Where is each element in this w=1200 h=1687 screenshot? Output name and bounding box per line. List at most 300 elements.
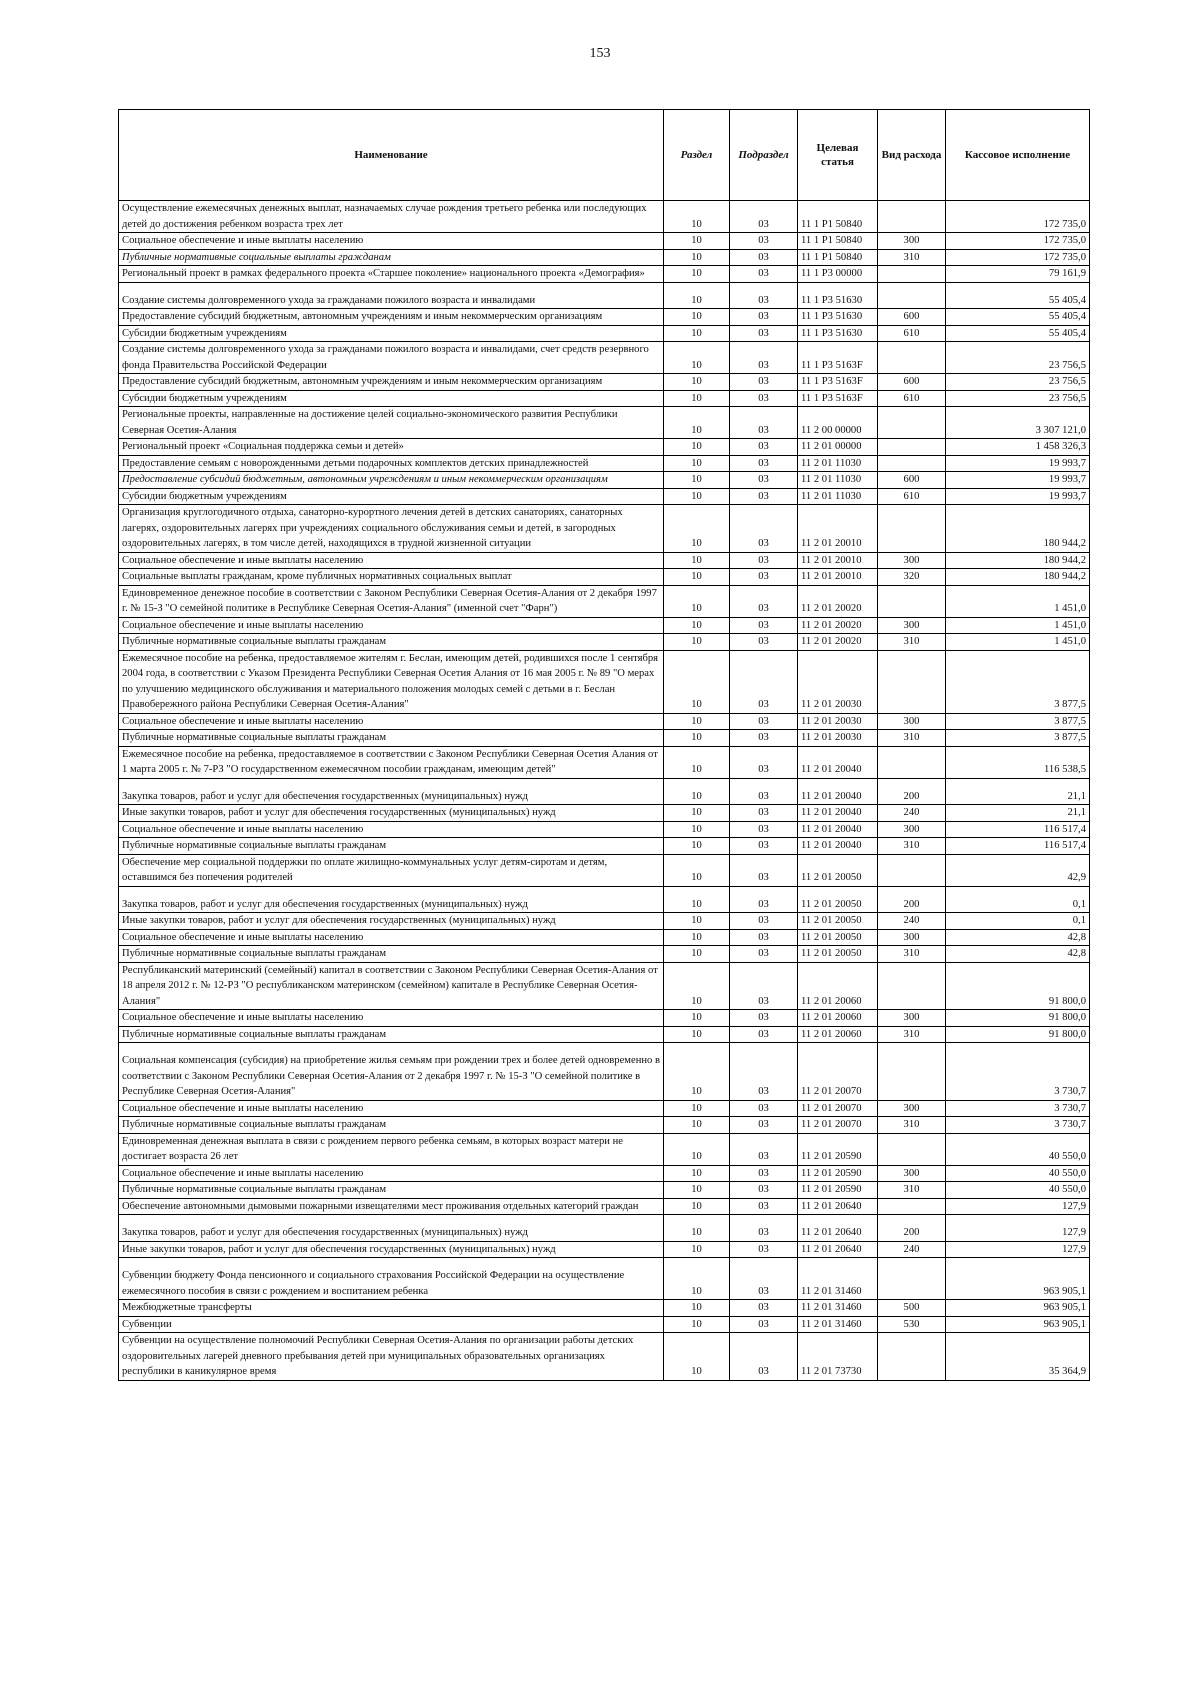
cell-target: 11 1 P1 50840 [798,233,878,250]
cell-target: 11 2 01 20040 [798,805,878,822]
cell-target: 11 2 01 20040 [798,838,878,855]
cell-expense-type [878,282,946,309]
cell-name: Предоставление субсидий бюджетным, автономным учреждениям и иным некоммерческим организациям [119,309,664,326]
cell-section: 10 [664,617,730,634]
table-row [119,821,1090,838]
table-row [119,838,1090,855]
cell-expense-type: 300 [878,617,946,634]
cell-expense-type: 310 [878,634,946,651]
cell-section: 10 [664,634,730,651]
cell-expense-type: 600 [878,374,946,391]
cell-expense-type: 300 [878,1165,946,1182]
table-row [119,233,1090,250]
cell-cash: 91 800,0 [946,1026,1090,1043]
cell-cash: 91 800,0 [946,962,1090,1010]
table-row [119,374,1090,391]
cell-name: Предоставление семьям с новорожденными детьми подарочных комплектов детских принадлежностей [119,455,664,472]
cell-subsection: 03 [730,1333,798,1381]
table-row [119,1026,1090,1043]
cell-section: 10 [664,1010,730,1027]
table-row [119,1165,1090,1182]
cell-target: 11 2 01 20070 [798,1117,878,1134]
cell-name: Социальное обеспечение и иные выплаты населению [119,1165,664,1182]
cell-subsection: 03 [730,634,798,651]
cell-target: 11 2 01 20040 [798,778,878,805]
cell-expense-type [878,650,946,713]
cell-section: 10 [664,569,730,586]
cell-section: 10 [664,249,730,266]
cell-section: 10 [664,1316,730,1333]
cell-expense-type: 500 [878,1300,946,1317]
cell-name: Социальное обеспечение и иные выплаты населению [119,617,664,634]
cell-target: 11 2 01 73730 [798,1333,878,1381]
cell-subsection: 03 [730,1010,798,1027]
cell-cash: 0,1 [946,886,1090,913]
cell-cash: 79 161,9 [946,266,1090,283]
cell-name: Субвенции бюджету Фонда пенсионного и социального страхования Российской Федерации на осуществление ежемесячного пособия в связи с рождением и воспитанием ребенка [119,1258,664,1300]
cell-section: 10 [664,1215,730,1242]
cell-subsection: 03 [730,455,798,472]
cell-expense-type: 200 [878,778,946,805]
cell-target: 11 2 01 20050 [798,886,878,913]
cell-subsection: 03 [730,585,798,617]
cell-section: 10 [664,390,730,407]
table-row [119,390,1090,407]
cell-expense-type: 300 [878,1010,946,1027]
cell-subsection: 03 [730,201,798,233]
cell-cash: 1 451,0 [946,585,1090,617]
cell-section: 10 [664,1043,730,1101]
cell-subsection: 03 [730,1198,798,1215]
cell-section: 10 [664,505,730,553]
cell-cash: 963 905,1 [946,1258,1090,1300]
cell-target: 11 1 P1 50840 [798,201,878,233]
cell-cash: 116 517,4 [946,821,1090,838]
cell-expense-type [878,455,946,472]
cell-section: 10 [664,374,730,391]
cell-subsection: 03 [730,249,798,266]
cell-section: 10 [664,713,730,730]
cell-expense-type [878,266,946,283]
cell-target: 11 2 01 20030 [798,713,878,730]
cell-expense-type [878,1333,946,1381]
cell-subsection: 03 [730,854,798,886]
cell-section: 10 [664,746,730,778]
cell-cash: 35 364,9 [946,1333,1090,1381]
cell-cash: 19 993,7 [946,455,1090,472]
cell-subsection: 03 [730,650,798,713]
cell-subsection: 03 [730,488,798,505]
cell-target: 11 2 01 20020 [798,617,878,634]
cell-target: 11 2 01 20070 [798,1043,878,1101]
cell-subsection: 03 [730,730,798,747]
cell-name: Публичные нормативные социальные выплаты гражданам [119,1026,664,1043]
cell-target: 11 2 01 31460 [798,1258,878,1300]
cell-expense-type [878,201,946,233]
cell-name: Публичные нормативные социальные выплаты гражданам [119,838,664,855]
cell-subsection: 03 [730,266,798,283]
cell-expense-type [878,1043,946,1101]
cell-cash: 3 730,7 [946,1117,1090,1134]
cell-section: 10 [664,309,730,326]
table-row [119,1198,1090,1215]
header-expense-type: Вид расхода [878,110,946,201]
cell-target: 11 2 01 20050 [798,946,878,963]
cell-cash: 180 944,2 [946,505,1090,553]
table-row [119,1258,1090,1300]
cell-target: 11 1 P3 51630 [798,282,878,309]
cell-subsection: 03 [730,1316,798,1333]
table-row [119,1117,1090,1134]
cell-subsection: 03 [730,390,798,407]
cell-name: Публичные нормативные социальные выплаты гражданам [119,730,664,747]
table-row [119,1215,1090,1242]
cell-name: Иные закупки товаров, работ и услуг для обеспечения государственных (муниципальных) нужд [119,913,664,930]
table-row [119,746,1090,778]
cell-cash: 55 405,4 [946,282,1090,309]
cell-target: 11 2 01 20050 [798,929,878,946]
cell-expense-type [878,854,946,886]
table-row [119,946,1090,963]
cell-target: 11 2 01 11030 [798,455,878,472]
cell-subsection: 03 [730,1026,798,1043]
cell-cash: 42,8 [946,929,1090,946]
cell-target: 11 1 P3 5163F [798,342,878,374]
cell-target: 11 1 P3 51630 [798,325,878,342]
table-row [119,634,1090,651]
cell-expense-type: 240 [878,805,946,822]
table-row [119,552,1090,569]
cell-subsection: 03 [730,1100,798,1117]
cell-expense-type: 200 [878,886,946,913]
header-section: Раздел [664,110,730,201]
cell-cash: 127,9 [946,1215,1090,1242]
table-row [119,585,1090,617]
cell-subsection: 03 [730,886,798,913]
cell-name: Предоставление субсидий бюджетным, автономным учреждениям и иным некоммерческим организациям [119,472,664,489]
cell-section: 10 [664,266,730,283]
budget-execution-table [118,109,1090,1381]
table-row [119,778,1090,805]
cell-name: Публичные нормативные социальные выплаты гражданам [119,1117,664,1134]
header-name: Наименование [119,110,664,201]
cell-subsection: 03 [730,838,798,855]
cell-expense-type [878,1198,946,1215]
cell-section: 10 [664,472,730,489]
cell-section: 10 [664,342,730,374]
cell-section: 10 [664,854,730,886]
cell-subsection: 03 [730,1258,798,1300]
table-row [119,1316,1090,1333]
cell-cash: 40 550,0 [946,1165,1090,1182]
table-row [119,1333,1090,1381]
cell-section: 10 [664,838,730,855]
cell-section: 10 [664,821,730,838]
table-row [119,1300,1090,1317]
cell-expense-type [878,505,946,553]
table-row [119,407,1090,439]
cell-name: Иные закупки товаров, работ и услуг для обеспечения государственных (муниципальных) нужд [119,805,664,822]
cell-expense-type: 300 [878,713,946,730]
cell-expense-type: 530 [878,1316,946,1333]
cell-expense-type: 300 [878,821,946,838]
cell-subsection: 03 [730,374,798,391]
cell-expense-type: 320 [878,569,946,586]
cell-name: Республиканский материнский (семейный) капитал в соответствии с Законом Республики Северная Осетия-Алания от 18 апреля 2012 г. № 12-РЗ "О республиканском материнском (семейном) капитале в Республике Северная Осетия-Алания" [119,962,664,1010]
cell-target: 11 1 P3 5163F [798,374,878,391]
cell-name: Осуществление ежемесячных денежных выплат, назначаемых случае рождения третьего ребенка или последующих детей до достижения ребенком возраста трех лет [119,201,664,233]
cell-name: Единовременная денежная выплата в связи с рождением первого ребенка семьям, в которых возраст матери не достигает возраста 26 лет [119,1133,664,1165]
table-row [119,1100,1090,1117]
cell-cash: 180 944,2 [946,552,1090,569]
page-number: 153 [589,46,611,61]
cell-expense-type: 310 [878,1117,946,1134]
cell-target: 11 2 00 00000 [798,407,878,439]
cell-expense-type [878,962,946,1010]
table-body [119,201,1090,1381]
cell-target: 11 2 01 20020 [798,585,878,617]
header-cash: Кассовое исполнение [946,110,1090,201]
table-row [119,325,1090,342]
table-row [119,505,1090,553]
cell-expense-type: 310 [878,1182,946,1199]
cell-cash: 0,1 [946,913,1090,930]
cell-section: 10 [664,1133,730,1165]
cell-expense-type: 600 [878,472,946,489]
cell-expense-type: 310 [878,730,946,747]
cell-subsection: 03 [730,569,798,586]
cell-name: Социальное обеспечение и иные выплаты населению [119,1010,664,1027]
cell-cash: 23 756,5 [946,374,1090,391]
table-row [119,1241,1090,1258]
cell-name: Региональные проекты, направленные на достижение целей социально-экономического развития Республики Северная Осетия-Алания [119,407,664,439]
cell-name: Предоставление субсидий бюджетным, автономным учреждениям и иным некоммерческим организациям [119,374,664,391]
table-row [119,1010,1090,1027]
cell-subsection: 03 [730,1133,798,1165]
cell-cash: 127,9 [946,1241,1090,1258]
cell-subsection: 03 [730,309,798,326]
cell-cash: 1 451,0 [946,617,1090,634]
table-row [119,617,1090,634]
cell-name: Субвенции на осуществление полномочий Республики Северная Осетия-Алания по организации работы детских оздоровительных лагерей дневного пребывания детей при муниципальных образовательных организациях республики в каникулярное время [119,1333,664,1381]
cell-name: Публичные нормативные социальные выплаты гражданам [119,249,664,266]
table-row [119,854,1090,886]
cell-name: Публичные нормативные социальные выплаты гражданам [119,1182,664,1199]
cell-target: 11 2 01 20640 [798,1215,878,1242]
cell-name: Обеспечение мер социальной поддержки по оплате жилищно-коммунальных услуг детям-сиротам и детям, оставшимся без попечения родителей [119,854,664,886]
cell-expense-type: 610 [878,325,946,342]
cell-cash: 3 307 121,0 [946,407,1090,439]
cell-name: Публичные нормативные социальные выплаты гражданам [119,634,664,651]
cell-cash: 21,1 [946,805,1090,822]
cell-cash: 127,9 [946,1198,1090,1215]
cell-cash: 55 405,4 [946,309,1090,326]
table-row [119,266,1090,283]
cell-target: 11 2 01 20640 [798,1198,878,1215]
cell-section: 10 [664,929,730,946]
cell-cash: 180 944,2 [946,569,1090,586]
cell-target: 11 2 01 20030 [798,730,878,747]
cell-cash: 19 993,7 [946,488,1090,505]
table-row [119,1182,1090,1199]
table-row [119,472,1090,489]
table-row [119,1043,1090,1101]
cell-target: 11 2 01 20070 [798,1100,878,1117]
cell-subsection: 03 [730,962,798,1010]
table-row [119,650,1090,713]
cell-subsection: 03 [730,407,798,439]
table-row [119,455,1090,472]
cell-cash: 3 877,5 [946,713,1090,730]
cell-subsection: 03 [730,746,798,778]
cell-section: 10 [664,1258,730,1300]
table-row [119,201,1090,233]
header-subsection: Подраздел [730,110,798,201]
cell-section: 10 [664,1100,730,1117]
cell-cash: 3 877,5 [946,730,1090,747]
cell-subsection: 03 [730,1165,798,1182]
cell-name: Единовременное денежное пособие в соответствии с Законом Республики Северная Осетия-Алания от 2 декабря 1997 г. № 15-З "О семейной политике в Республике Северная Осетия-Алания" (именной счет "Фарн") [119,585,664,617]
cell-section: 10 [664,407,730,439]
cell-cash: 172 735,0 [946,233,1090,250]
cell-name: Субвенции [119,1316,664,1333]
cell-subsection: 03 [730,1043,798,1101]
cell-expense-type [878,342,946,374]
cell-section: 10 [664,650,730,713]
cell-cash: 1 458 326,3 [946,439,1090,456]
cell-expense-type: 300 [878,929,946,946]
cell-name: Закупка товаров, работ и услуг для обеспечения государственных (муниципальных) нужд [119,1215,664,1242]
cell-subsection: 03 [730,282,798,309]
cell-section: 10 [664,1241,730,1258]
cell-expense-type: 240 [878,1241,946,1258]
cell-target: 11 2 01 20010 [798,505,878,553]
cell-target: 11 2 01 20010 [798,569,878,586]
cell-cash: 963 905,1 [946,1316,1090,1333]
cell-name: Создание системы долговременного ухода за гражданами пожилого возраста и инвалидами [119,282,664,309]
cell-subsection: 03 [730,1300,798,1317]
cell-name: Региональный проект «Социальная поддержка семьи и детей» [119,439,664,456]
cell-cash: 3 877,5 [946,650,1090,713]
cell-subsection: 03 [730,1241,798,1258]
cell-name: Организация круглогодичного отдыха, санаторно-курортного лечения детей в детских санаториях, санаторных лагерях, оздоровительных лагерях при учреждениях социального обслуживания семьи и детей, в загородных оздоровительных лагерях, в том числе детей, находящихся в трудной жизненной ситуации [119,505,664,553]
table-row [119,569,1090,586]
cell-name: Субсидии бюджетным учреждениям [119,390,664,407]
cell-target: 11 2 01 31460 [798,1316,878,1333]
table-row [119,713,1090,730]
cell-expense-type [878,439,946,456]
cell-cash: 116 517,4 [946,838,1090,855]
cell-subsection: 03 [730,325,798,342]
cell-target: 11 2 01 20060 [798,1010,878,1027]
cell-section: 10 [664,1026,730,1043]
cell-name: Социальное обеспечение и иные выплаты населению [119,233,664,250]
cell-section: 10 [664,585,730,617]
cell-section: 10 [664,886,730,913]
cell-name: Закупка товаров, работ и услуг для обеспечения государственных (муниципальных) нужд [119,886,664,913]
cell-target: 11 2 01 20060 [798,1026,878,1043]
table-row [119,730,1090,747]
cell-name: Иные закупки товаров, работ и услуг для обеспечения государственных (муниципальных) нужд [119,1241,664,1258]
cell-section: 10 [664,325,730,342]
cell-expense-type: 310 [878,1026,946,1043]
cell-cash: 963 905,1 [946,1300,1090,1317]
cell-subsection: 03 [730,472,798,489]
cell-name: Закупка товаров, работ и услуг для обеспечения государственных (муниципальных) нужд [119,778,664,805]
cell-target: 11 1 P3 51630 [798,309,878,326]
cell-expense-type: 300 [878,1100,946,1117]
cell-section: 10 [664,488,730,505]
table-row [119,488,1090,505]
cell-section: 10 [664,439,730,456]
cell-expense-type: 610 [878,390,946,407]
cell-section: 10 [664,282,730,309]
cell-target: 11 2 01 20010 [798,552,878,569]
table-row [119,439,1090,456]
cell-subsection: 03 [730,1215,798,1242]
cell-expense-type: 600 [878,309,946,326]
cell-name: Субсидии бюджетным учреждениям [119,488,664,505]
cell-subsection: 03 [730,552,798,569]
cell-target: 11 2 01 20640 [798,1241,878,1258]
cell-cash: 21,1 [946,778,1090,805]
cell-name: Ежемесячное пособие на ребенка, предоставляемое жителям г. Беслан, имеющим детей, родившихся после 1 сентября 2004 года, в соответствии с Указом Президента Республики Северная Осетия Алания от 16 мая 2005 г. № 89 "О мерах по улучшению медицинского обслуживания и материального положения молодых семей с детьми в г. Беслан Правобережного района Республики Северная Осетия-Алания" [119,650,664,713]
table-row [119,309,1090,326]
table-row [119,886,1090,913]
cell-target: 11 2 01 20030 [798,650,878,713]
cell-cash: 40 550,0 [946,1133,1090,1165]
cell-target: 11 2 01 31460 [798,1300,878,1317]
cell-target: 11 2 01 20020 [798,634,878,651]
cell-subsection: 03 [730,713,798,730]
cell-subsection: 03 [730,805,798,822]
cell-name: Социальное обеспечение и иные выплаты населению [119,821,664,838]
cell-name: Социальное обеспечение и иные выплаты населению [119,552,664,569]
cell-cash: 172 735,0 [946,201,1090,233]
cell-expense-type: 310 [878,249,946,266]
cell-target: 11 2 01 00000 [798,439,878,456]
cell-section: 10 [664,1333,730,1381]
table-row [119,962,1090,1010]
cell-section: 10 [664,201,730,233]
header-target: Целевая статья [798,110,878,201]
cell-name: Социальное обеспечение и иные выплаты населению [119,1100,664,1117]
cell-cash: 172 735,0 [946,249,1090,266]
cell-target: 11 2 01 11030 [798,472,878,489]
cell-target: 11 2 01 20040 [798,746,878,778]
cell-subsection: 03 [730,913,798,930]
cell-cash: 55 405,4 [946,325,1090,342]
cell-cash: 23 756,5 [946,390,1090,407]
cell-name: Социальная компенсация (субсидия) на приобретение жилья семьям при рождении трех и более детей одновременно в соответствии с Законом Республики Северная Осетия-Алания от 2 декабря 1997 г. № 15-З "О семейной политике в Республике Северная Осетия-Алания" [119,1043,664,1101]
cell-section: 10 [664,1198,730,1215]
cell-cash: 3 730,7 [946,1100,1090,1117]
table-row [119,913,1090,930]
cell-target: 11 2 01 11030 [798,488,878,505]
cell-subsection: 03 [730,929,798,946]
cell-expense-type [878,1133,946,1165]
cell-target: 11 2 01 20040 [798,821,878,838]
cell-subsection: 03 [730,821,798,838]
cell-target: 11 2 01 20590 [798,1182,878,1199]
cell-name: Социальные выплаты гражданам, кроме публичных нормативных социальных выплат [119,569,664,586]
cell-section: 10 [664,946,730,963]
cell-section: 10 [664,730,730,747]
cell-name: Публичные нормативные социальные выплаты гражданам [119,946,664,963]
cell-subsection: 03 [730,617,798,634]
cell-section: 10 [664,913,730,930]
cell-subsection: 03 [730,778,798,805]
